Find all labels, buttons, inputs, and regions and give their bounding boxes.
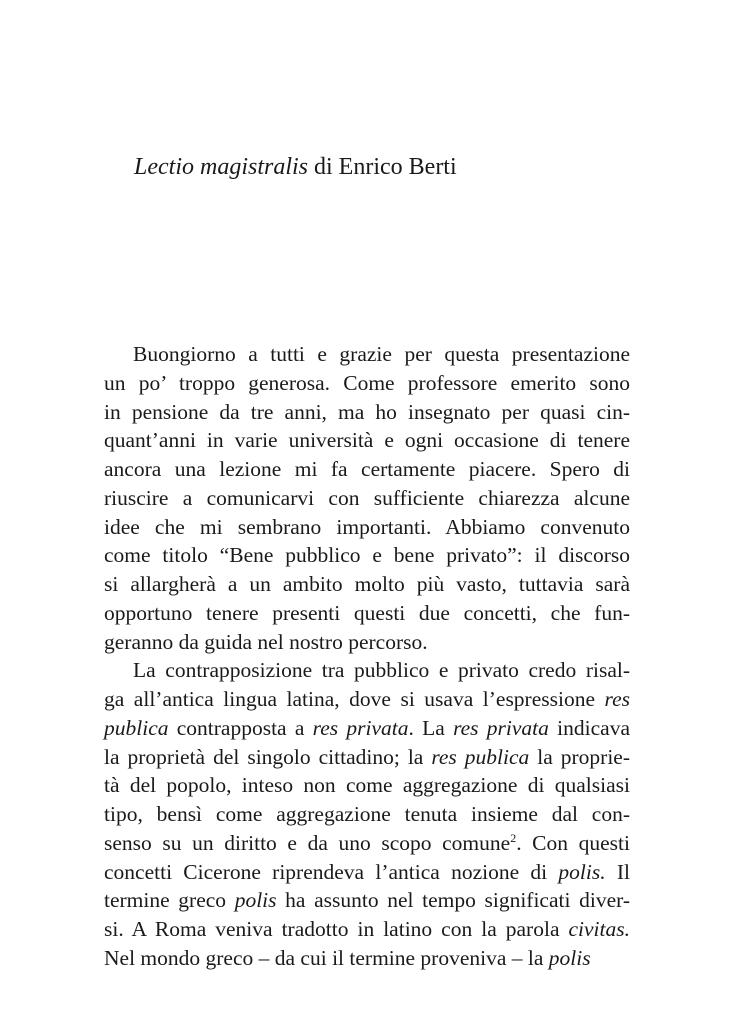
text-line xyxy=(104,398,630,427)
text-run: idee che mi sembrano importanti. Abbiamo convenuto xyxy=(104,514,630,539)
text-run: si allargherà a un ambito molto più vasto, tuttavia sarà xyxy=(104,572,630,596)
text-line xyxy=(104,886,630,915)
text-line xyxy=(104,685,630,714)
text-run: Nel mondo greco – da cui il termine proveniva – la xyxy=(104,945,549,970)
text-run: La contrapposizione tra pubblico e privato credo risal- xyxy=(133,658,630,683)
heading-author: di Enrico Berti xyxy=(308,154,457,180)
text-run: . Con questi xyxy=(516,830,630,855)
paragraph xyxy=(104,340,630,656)
text-line xyxy=(104,570,630,599)
text-line xyxy=(104,340,630,369)
text-run: la proprie- xyxy=(529,744,630,769)
text-run: ga all’antica lingua latina, dove si usava l’espressione xyxy=(104,687,605,711)
italic-term: polis xyxy=(548,945,591,970)
text-run: Buongiorno a tutti e grazie per questa presentazione xyxy=(133,342,630,366)
italic-term: res privata xyxy=(312,715,409,740)
text-line xyxy=(104,771,630,800)
text-run: un po’ troppo generosa. Come professore emerito sono xyxy=(104,370,630,395)
footnote-marker: 2 xyxy=(510,830,517,845)
text-line xyxy=(104,369,630,398)
text-line xyxy=(104,656,630,685)
italic-term: res xyxy=(604,687,630,711)
paragraph xyxy=(104,656,630,972)
text-run: si. A Roma veniva tradotto in latino con la parola xyxy=(104,917,569,941)
italic-term: polis xyxy=(234,888,277,913)
italic-term: res publica xyxy=(431,744,530,769)
text-line xyxy=(104,858,630,887)
text-run: riuscire a comunicarvi con sufficiente chiarezza alcune xyxy=(104,485,630,510)
text-line xyxy=(104,513,630,542)
text-run: tipo, bensì come aggregazione tenuta insieme dal con- xyxy=(104,802,630,826)
text-run: contrapposta a xyxy=(168,715,313,740)
text-run: quant’anni in varie università e ogni occasione di tenere xyxy=(104,428,630,453)
chapter-heading xyxy=(134,152,457,182)
text-line xyxy=(104,944,630,973)
text-line xyxy=(104,829,630,858)
text-run: come titolo “Bene pubblico e bene privato”: il discorso xyxy=(104,543,630,568)
text-run: . La xyxy=(408,715,454,740)
text-line xyxy=(104,484,630,513)
text-run: tà del popolo, inteso non come aggregazione di qualsiasi xyxy=(104,773,630,798)
text-line xyxy=(104,800,630,829)
text-run: termine greco xyxy=(104,888,235,913)
text-run: indicava xyxy=(548,715,630,740)
text-run: in pensione da tre anni, ma ho insegnato per quasi cin- xyxy=(104,399,630,424)
body-text xyxy=(104,340,630,973)
heading-italic-title: Lectio magistralis xyxy=(134,154,309,180)
text-run: concetti Cicerone riprendeva l’antica nozione di xyxy=(104,859,559,884)
text-line xyxy=(104,915,630,944)
text-run: geranno da guida nel nostro percorso. xyxy=(104,629,428,654)
text-line xyxy=(104,743,630,772)
italic-term: res privata xyxy=(453,715,549,740)
italic-term: publica xyxy=(104,715,169,740)
text-line xyxy=(104,541,630,570)
text-run: senso su un diritto e da uno scopo comune xyxy=(104,830,511,855)
italic-term: civitas. xyxy=(568,917,630,941)
text-line xyxy=(104,714,630,743)
italic-term: polis. xyxy=(558,859,606,884)
text-line xyxy=(104,599,630,628)
text-run: ancora una lezione mi fa certamente piacere. Spero di xyxy=(104,457,630,481)
text-line xyxy=(104,426,630,455)
text-line xyxy=(104,455,630,484)
text-run: la proprietà del singolo cittadino; la xyxy=(104,744,432,769)
text-run: opportuno tenere presenti questi due concetti, che fun- xyxy=(104,600,630,625)
text-line xyxy=(104,628,630,657)
text-run: Il xyxy=(605,859,631,884)
text-run: ha assunto nel tempo significati diver- xyxy=(276,888,630,913)
